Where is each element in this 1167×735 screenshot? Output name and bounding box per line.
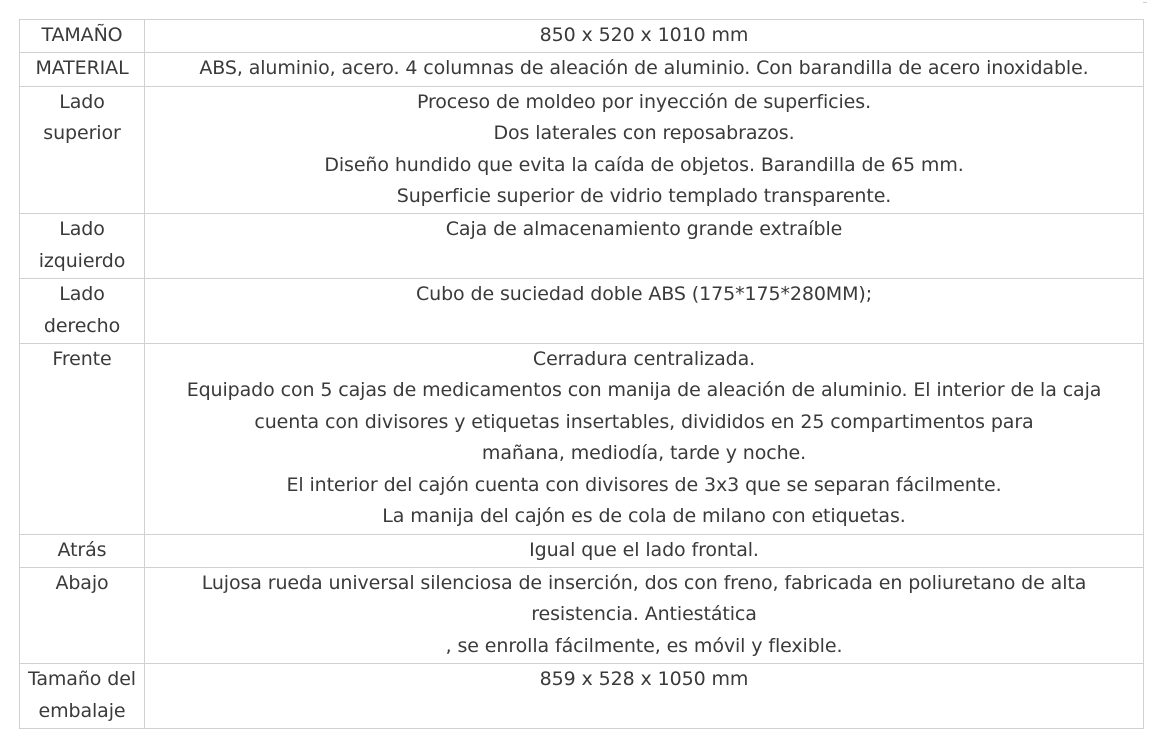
row-label: [20, 86, 145, 214]
row-label-line: Lado: [59, 283, 105, 306]
row-value-line: Superficie superior de vidrio templado transparente.: [396, 185, 892, 208]
row-label-line: MATERIAL: [35, 57, 129, 80]
row-value: [145, 279, 1144, 344]
row-value: [145, 53, 1144, 86]
row-value-line: Equipado con 5 cajas de medicamentos con manija de aleación de aluminio. El interior de la caja: [186, 379, 1102, 402]
row-label: [20, 344, 145, 534]
row-value-line: Diseño hundido que evita la caída de objetos. Barandilla de 65 mm.: [324, 153, 964, 176]
table-row-front: [20, 344, 1144, 534]
row-value-line: Lujosa rueda universal silenciosa de inserción, dos con freno, fabricada en poliuretano de alta: [201, 571, 1087, 594]
row-value-line: 859 x 528 x 1050 mm: [539, 668, 749, 691]
row-label-line: Lado: [59, 218, 105, 241]
row-label-line: Abajo: [55, 571, 109, 594]
row-label: [20, 534, 145, 567]
row-value-line: resistencia. Antiestática: [531, 603, 757, 626]
row-label-line: superior: [43, 122, 121, 145]
row-value-line: Caja de almacenamiento grande extraíble: [445, 218, 843, 241]
row-label-line: Frente: [52, 348, 112, 371]
row-value-line: ABS, aluminio, acero. 4 columnas de aleación de aluminio. Con barandilla de acero inoxidable.: [199, 57, 1089, 80]
table-row-package-size: [20, 664, 1144, 729]
row-value-line: , se enrolla fácilmente, es móvil y flexible.: [445, 634, 843, 657]
row-label-line: TAMAÑO: [41, 24, 123, 46]
row-value: [145, 86, 1144, 214]
row-label: [20, 214, 145, 279]
row-label: [20, 567, 145, 663]
spec-table: [19, 19, 1144, 729]
row-label: [20, 20, 145, 53]
row-value: [145, 344, 1144, 534]
table-row-top-side: [20, 86, 1144, 214]
row-label-line: Tamaño del: [28, 668, 136, 691]
row-value-line: cuenta con divisores y etiquetas insertables, divididos en 25 compartimentos para: [254, 410, 1034, 433]
row-label-line: derecho: [43, 314, 121, 337]
row-label-line: Atrás: [57, 538, 107, 561]
row-value-line: mañana, mediodía, tarde y noche.: [481, 442, 807, 465]
row-value-line: Igual que el lado frontal.: [529, 538, 759, 561]
row-value-line: La manija del cajón es de cola de milano con etiquetas.: [382, 505, 906, 528]
table-row-size: [20, 20, 1144, 53]
row-value: [145, 534, 1144, 567]
corner-mark: [1143, 2, 1147, 3]
row-label-line: embalaje: [38, 699, 126, 722]
table-row-back: [20, 534, 1144, 567]
row-label: [20, 53, 145, 86]
row-value-line: El interior del cajón cuenta con divisores de 3x3 que se separan fácilmente.: [286, 473, 1002, 496]
row-value: [145, 567, 1144, 663]
row-value-line: Proceso de moldeo por inyección de superficies.: [416, 90, 872, 113]
row-value: [145, 20, 1144, 53]
table-row-bottom: [20, 567, 1144, 663]
row-label-line: Lado: [59, 90, 105, 113]
row-value-line: Cerradura centralizada.: [532, 348, 756, 371]
row-label: [20, 279, 145, 344]
row-value-line: Cubo de suciedad doble ABS (175*175*280MM);: [415, 283, 873, 306]
row-label: [20, 664, 145, 729]
row-label-line: izquierdo: [38, 249, 126, 272]
table-row-left-side: [20, 214, 1144, 279]
row-value-line: Dos laterales con reposabrazos.: [493, 122, 795, 145]
row-value: [145, 664, 1144, 729]
row-value-line: 850 x 520 x 1010 mm: [539, 24, 749, 46]
table-row-right-side: [20, 279, 1144, 344]
table-row-material: [20, 53, 1144, 86]
row-value: [145, 214, 1144, 279]
